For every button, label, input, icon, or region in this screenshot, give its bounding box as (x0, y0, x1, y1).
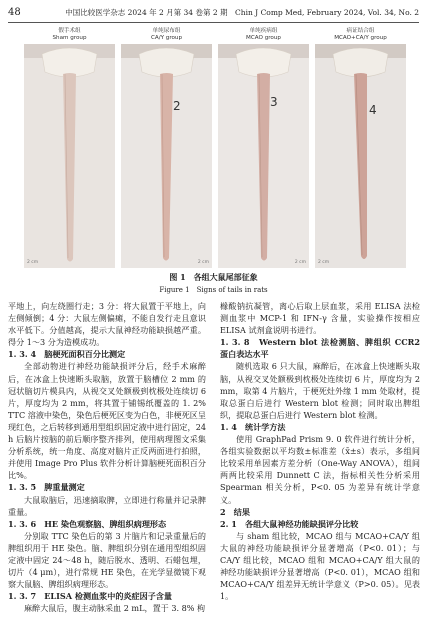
section-heading: 1. 3. 7 ELISA 检测血浆中的炎症因子含量 (8, 591, 172, 602)
panel-label-cn: 假手术组 (58, 28, 81, 34)
page-number: 48 (8, 7, 21, 18)
scale-bar-label: 2 cm (197, 260, 209, 265)
section-heading: 1. 3. 6 HE 染色观察脑、脾组织病理形态 (8, 518, 167, 529)
section-heading: 1. 3. 4 脑梗死面积百分比测定 (8, 349, 126, 360)
section-heading: 2. 1 各组大鼠神经功能缺损评分比较 (220, 518, 359, 529)
panel-label-cn: 病证结合组 (346, 28, 375, 34)
tail-photo (218, 44, 309, 268)
tail-photo (121, 44, 212, 268)
section-heading: 1. 3. 8 Western blot 法检测脑、脾组织 CCR2 蛋白表达水平 (220, 337, 420, 360)
tail-photo (315, 44, 406, 268)
paragraph: 随机选取 6 只大鼠，麻醉后，在冰盒上快速断头取脑，从视交叉处额极到枕极处连续切 6 片，厚度均为 2 mm，取第 4 片脑片，于梗死灶外缘 1 mm 处取材，提取总蛋白后进行 Western blot 检测；同时取出脾组织，提取总蛋白后进行 Western blot 检测。 (220, 361, 420, 420)
panel-label (313, 28, 408, 42)
section-heading: 1. 3. 5 脾重量测定 (8, 482, 85, 493)
section-heading: 1. 4 统计学方法 (220, 421, 286, 432)
paragraph: 麻醉大鼠后，腹主动脉采血 2 mL，置于 3. 8% 枸 (24, 603, 206, 614)
scale-bar-label: 2 cm (294, 260, 306, 265)
paragraph: 使用 GraphPad Prism 9. 0 软件进行统计分析，各组实验数据以平均数±标准差（x̄±s）表示，多组间比较采用单因素方差分析（One-Way ANOVA），组间两两比较采用 Dunnett C 法，指标相关性分析采用 Spearman 相关分析，P<0. 05 为差异有统计学意义。 (220, 434, 420, 505)
paragraph: 与 sham 组比较，MCAO 组与 MCAO+CA/Y 组大鼠的神经功能缺损评分显著增高（P<0. 01）；与 CA/Y 组比较，MCAO 组和 MCAO+CA/Y 组大鼠的神经功能缺损评分显著增高（P<0. 01），MCAO 组和 MCAO+CA/Y 组差异无统计学意义（P>0. 05）。见表 1。 (220, 530, 420, 602)
paragraph: 橼酸钠抗凝管，离心后取上层血浆，采用 ELISA 法检测血浆中 MCP-1 和 IFN-γ 含量，实验操作按相应 ELISA 试剂盒说明书进行。 (220, 301, 420, 336)
right-column (220, 300, 420, 602)
figure-caption-cn: 图 1 各组大鼠尾部征象 (169, 272, 258, 282)
panel-ca-y (119, 28, 214, 268)
panel-label-en: CA/Y group (150, 35, 183, 41)
figure-1 (22, 28, 408, 268)
panel-label (119, 28, 214, 42)
scale-bar-label: 2 cm (27, 260, 39, 265)
paragraph: 分别取 TTC 染色后的第 3 片脑片和记录重量后的脾组织用于 HE 染色。脑、脾组织分别在通用型组织固定液中固定 24～48 h，随后脱水、透明、石蜡包埋，切片（4 μm），进行常规 HE 染色，在光学显微镜下观察大鼠脑、脾组织病理形态。 (8, 530, 206, 590)
panel-label-en: Sham group (52, 35, 87, 41)
paragraph: 全部动物进行神经功能缺损评分后，经手术麻醉后，在冰盒上快速断头取脑，放置于脑槽位 2 mm 的冠状脑切片模具内，从视交叉处额极到枕极处连续切 6 片，厚度均为 2 mm，将其置于铺锡纸覆盖的 1. 2% TTC 溶液中染色，染色后梗死区变为白色，非梗死区呈现红色，之后转移到通用型组织固定液中进行固定，24 h 后脑片按脑的前后顺序整齐排列，使用病理图文采集分析系统，统一角度、高度对脑片正反两面进行拍照，并使用 Image Pro Plus 软件分析计算脑梗死面积百分比%。 (8, 361, 206, 481)
section-heading: 2 结果 (220, 506, 250, 517)
running-header (8, 6, 419, 20)
paragraph: 平地上，向左绕圈行走；3 分：将大鼠置于平地上，向左侧倾倒；4 分：大鼠左侧偏瘫，不能自发行走且意识水平低下。分值越高，提示大鼠神经功能缺损越严重。得分 1～3 分为造模成功。 (8, 301, 206, 348)
left-column (8, 300, 206, 614)
tail-marker-number: 4 (369, 103, 377, 117)
tail-marker-number: 3 (270, 95, 278, 109)
tail-marker-number: 2 (173, 99, 181, 113)
panel-label (22, 28, 117, 42)
panel-label (216, 28, 311, 42)
tail-photo (24, 44, 115, 268)
panel-label-en: MCAO group (246, 35, 281, 41)
panel-label-cn: 单纯尿布组 (152, 28, 181, 34)
panel-mcao (216, 28, 311, 268)
panel-label-cn: 单纯疾病组 (249, 28, 278, 34)
paragraph: 大鼠取脑后，迅速摘取脾，立即进行称量并记录脾重量。 (8, 494, 206, 517)
figure-caption-en: Figure 1 Signs of tails in rats (159, 286, 268, 294)
scale-bar-label: 2 cm (318, 260, 330, 265)
panel-mcao-ca-y (313, 28, 408, 268)
panel-sham (22, 28, 117, 268)
header-rule (8, 22, 419, 23)
panel-label-en: MCAO+CA/Y group (334, 35, 387, 41)
journal-citation: 中国比较医学杂志 2024 年 2 月第 34 卷第 2 期 Chin J Comp Med, February 2024, Vol. 34, No. 2 (65, 8, 419, 17)
